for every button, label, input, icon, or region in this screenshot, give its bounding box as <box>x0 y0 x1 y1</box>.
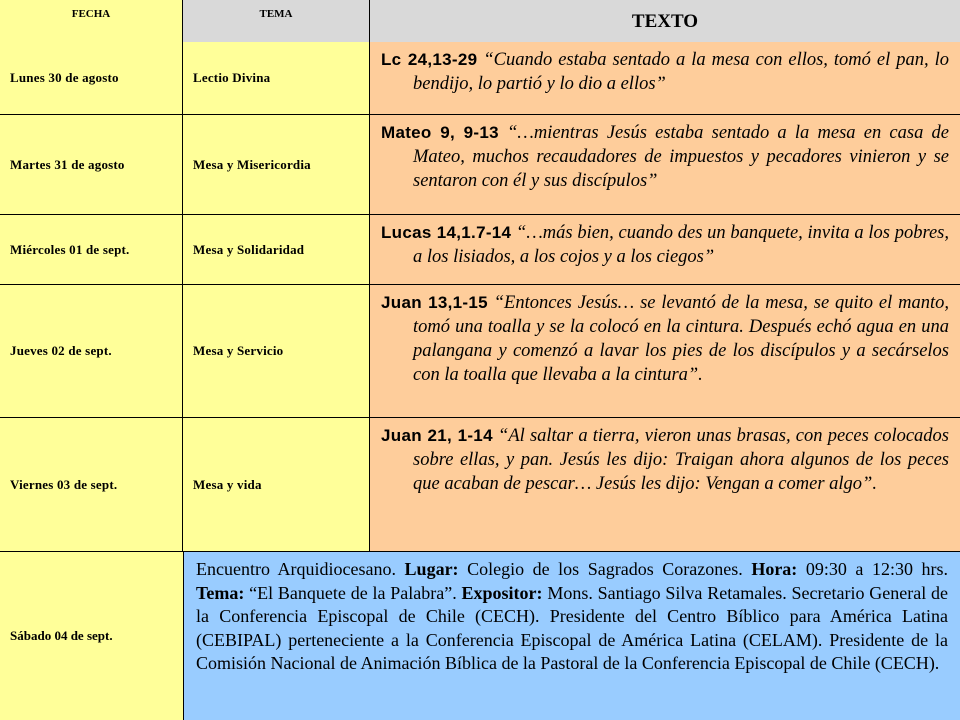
bible-reference: Lucas 14,1.7-14 <box>381 223 512 242</box>
row-fecha: Lunes 30 de agosto <box>0 42 183 115</box>
row-tema: Mesa y Misericordia <box>183 115 369 215</box>
bible-quote: “Entonces Jesús… se levantó de la mesa, se quito el manto, tomó una toalla y se la colocó en la cintura. Después echó agua en una palangana y comenzó a lavar los pies de los discípulos y a secárselos con la toalla que llevaba a la cintura”. <box>413 293 949 385</box>
sabado-fecha: Sábado 04 de sept. <box>0 551 183 720</box>
row-texto <box>369 42 960 115</box>
row-texto <box>369 115 960 215</box>
header-fecha: FECHA <box>0 0 183 42</box>
row-fecha: Martes 31 de agosto <box>0 115 183 215</box>
bible-reference: Juan 13,1-15 <box>381 293 488 312</box>
bible-reference: Mateo 9, 9-13 <box>381 123 499 142</box>
sabado-intro: Encuentro Arquidiocesano. <box>196 559 405 579</box>
row-tema: Lectio Divina <box>183 42 369 115</box>
hora-value: 09:30 a 12:30 hrs. <box>797 559 948 579</box>
bible-quote: “…más bien, cuando des un banquete, invita a los pobres, a los lisiados, a los cojos y a los ciegos” <box>413 223 949 267</box>
bible-quote: “Al saltar a tierra, vieron unas brasas, con peces colocados sobre ellas, y pan. Jesús les dijo: Traigan ahora algunos de los peces que acaban de pescar… Jesús les dijo: Vengan a comer algo”. <box>413 426 950 494</box>
bible-reference: Lc 24,13-29 <box>381 50 478 69</box>
bible-reference: Juan 21, 1-14 <box>381 426 493 445</box>
row-tema: Mesa y Solidaridad <box>183 215 369 285</box>
lugar-value: Colegio de los Sagrados Corazones. <box>458 559 752 579</box>
sabado-description <box>183 551 960 720</box>
row-fecha: Viernes 03 de sept. <box>0 418 183 551</box>
hora-label: Hora: <box>751 559 798 579</box>
expositor-label: Expositor: <box>461 582 543 603</box>
bible-quote: “Cuando estaba sentado a la mesa con ellos, tomó el pan, lo bendijo, lo partió y lo dio a ellos” <box>413 50 949 94</box>
header-tema: TEMA <box>183 0 369 42</box>
tema-value: “El Banquete de la Palabra”. <box>244 582 462 603</box>
row-fecha: Jueves 02 de sept. <box>0 285 183 418</box>
bible-quote: “…mientras Jesús estaba sentado a la mesa en casa de Mateo, muchos recaudadores de impuestos y pecadores vinieron y se sentaron con él y sus discípulos” <box>413 123 950 191</box>
row-tema: Mesa y vida <box>183 418 369 551</box>
row-texto <box>369 418 960 551</box>
header-texto: TEXTO <box>369 0 960 42</box>
row-fecha: Miércoles 01 de sept. <box>0 215 183 285</box>
row-tema: Mesa y Servicio <box>183 285 369 418</box>
expositor-value: Mons. Santiago Silva Retamales. Secretario General de la Conferencia Episcopal de Chile (CECH). Presidente del Centro Bíblico para América Latina (CEBIPAL) perteneciente a la Conferencia Episcopal de América Latina (CELAM). Presidente de la Comisión Nacional de Animación Bíblica de la Pastoral de la Conferencia Episcopal de Chile (CECH). <box>196 582 948 673</box>
row-texto <box>369 215 960 285</box>
row-texto <box>369 285 960 418</box>
lugar-label: Lugar: <box>404 559 459 579</box>
tema-label: Tema: <box>196 582 245 603</box>
